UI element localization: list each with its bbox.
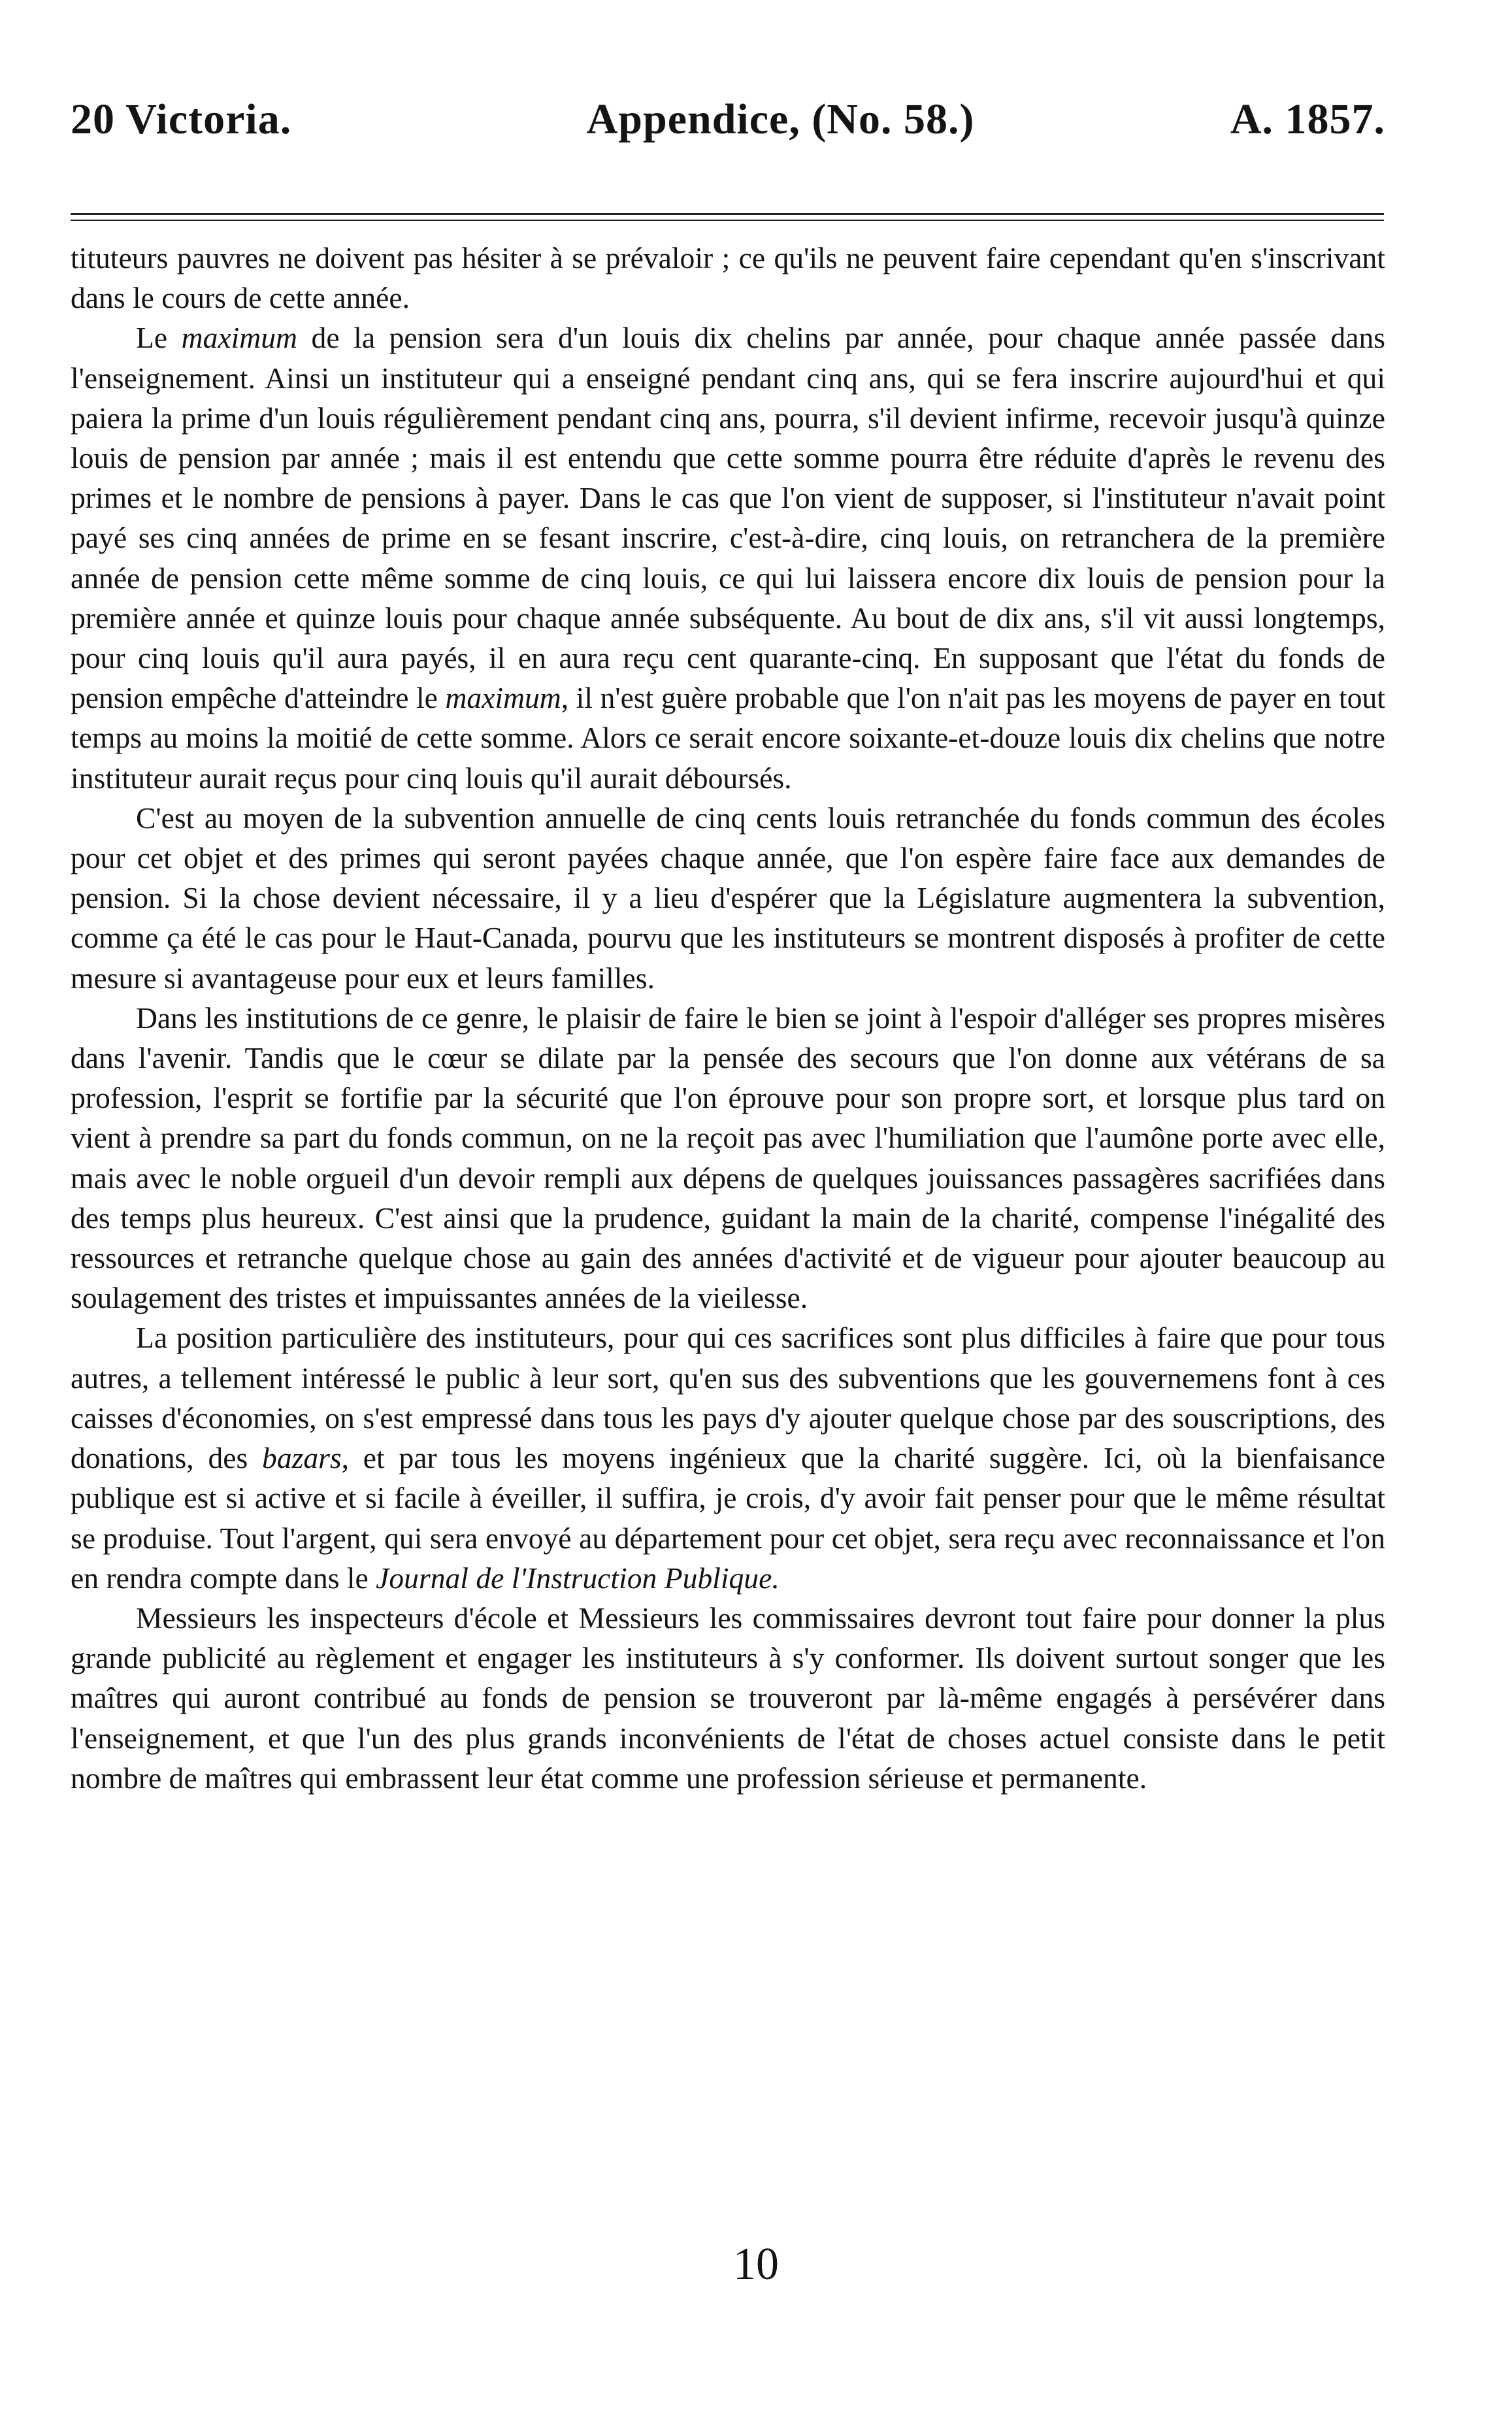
header-left: 20 Victoria. xyxy=(71,95,292,143)
italic-text: bazars xyxy=(262,1441,342,1475)
header-right: A. 1857. xyxy=(1230,95,1385,143)
italic-text: Journal de l'Instruction Publique. xyxy=(376,1561,780,1595)
text-run: Messieurs les inspecteurs d'école et Messieurs les commissaires devront tout faire pour donner la plus grande publicité au règlement et engager les instituteurs à s'y conformer. Ils doivent surtout songer que les maîtres qui auront contribué au fonds de pension se trouveront par là-même engagés à persévérer dans l'enseignement, et que l'un des plus grands inconvénients de l'état de choses actuel consiste dans le petit nombre de maîtres qui embrassent leur état comme une profession sérieuse et permanente. xyxy=(71,1601,1385,1795)
italic-text: maximum xyxy=(181,321,297,355)
text-run: Dans les institutions de ce genre, le plaisir de faire le bien se joint à l'espoir d'alléger ses propres misères dans l'avenir. Tandis que le cœur se dilate par la pensée des secours que l'on donne aux vétérans de sa profession, l'esprit se fortifie par la sécurité que l'on éprouve pour son propre sort, et lorsque plus tard on vient à prendre sa part du fonds commun, on ne la reçoit pas avec l'humiliation que l'aumône porte avec elle, mais avec le noble orgueil d'un devoir rempli aux dépens de quelques jouissances passagères sacrifiées dans des temps plus heureux. C'est ainsi que la prudence, guidant la main de la charité, compense l'inégalité des ressources et retranche quelque chose au gain des années d'activité et de vigueur pour ajouter beaucoup au soulagement des tristes et impuissantes années de la vieilesse. xyxy=(71,1001,1385,1315)
document-page xyxy=(71,95,1385,1798)
running-header xyxy=(71,95,1385,143)
text-run: La position particulière des instituteurs, pour qui ces sacrifices sont plus difficiles à faire que pour tous autres, a tellement intéressé le public à leur sort, qu'en sus des subventions que les gouvernemens font à ces caisses d'économies, on s'est empressé dans tous les pays d'y ajouter quelque chose par des souscriptions, des donations, des xyxy=(71,1321,1385,1475)
text-run: de la pension sera d'un louis dix chelins par année, pour chaque année passée dans l'enseignement. Ainsi un instituteur qui a enseigné pendant cinq ans, qui se fera inscrire aujourd'hui et qui paiera la prime d'un louis régulièrement pendant cinq ans, pourra, s'il devient infirme, recevoir jusqu'à quinze louis de pension par année ; mais il est entendu que cette somme pourra être réduite d'après le revenu des primes et le nombre de pensions à payer. Dans le cas que l'on vient de supposer, si l'instituteur n'avait point payé ses cinq années de prime en se fesant inscrire, c'est-à-dire, cinq louis, on retranchera de la première année de pension cette même somme de cinq louis, ce qui lui laissera encore dix louis de pension pour la première année et quinze louis pour chaque année subséquente. Au bout de dix ans, s'il vit aussi longtemps, pour cinq louis qu'il aura payés, il en aura reçu cent quarante-cinq. En supposant que l'état du fonds de pension empêche d'atteindre le xyxy=(71,321,1385,715)
paragraph xyxy=(71,238,1385,318)
italic-text: maximum xyxy=(445,681,561,715)
header-rule-thick xyxy=(71,213,1384,215)
header-center: Appendice, (No. 58.) xyxy=(586,95,975,143)
page-number: 10 xyxy=(733,2239,779,2289)
header-rule-thin xyxy=(71,220,1384,221)
text-run: Le xyxy=(136,321,182,355)
paragraph xyxy=(71,318,1385,797)
paragraph xyxy=(71,1318,1385,1597)
paragraph xyxy=(71,1598,1385,1798)
text-run: , il n'est guère probable que l'on n'ait pas les moyens de payer en tout temps au moins la moitié de cette somme. Alors ce serait encore soixante-et-douze louis dix chelins que notre instituteur aurait reçus pour cinq louis qu'il aurait déboursés. xyxy=(71,681,1385,795)
body-text xyxy=(71,238,1385,1798)
text-run: C'est au moyen de la subvention annuelle de cinq cents louis retranchée du fonds commun des écoles pour cet objet et des primes qui seront payées chaque année, que l'on espère faire face aux demandes de pension. Si la chose devient nécessaire, il y a lieu d'espérer que la Législature augmentera la subvention, comme ça été le cas pour le Haut-Canada, pourvu que les instituteurs se montrent disposés à profiter de cette mesure si avantageuse pour eux et leurs familles. xyxy=(71,801,1385,995)
paragraph xyxy=(71,998,1385,1318)
text-run: , et par tous les moyens ingénieux que la charité suggère. Ici, où la bienfaisance publique est si active et si facile à éveiller, il suffira, je crois, d'y avoir fait penser pour que le même résultat se produise. Tout l'argent, qui sera envoyé au département pour cet objet, sera reçu avec reconnaissance et l'on en rendra compte dans le xyxy=(71,1441,1385,1595)
text-run: tituteurs pauvres ne doivent pas hésiter à se prévaloir ; ce qu'ils ne peuvent faire cependant qu'en s'inscrivant dans le cours de cette année. xyxy=(71,241,1385,315)
paragraph xyxy=(71,798,1385,998)
